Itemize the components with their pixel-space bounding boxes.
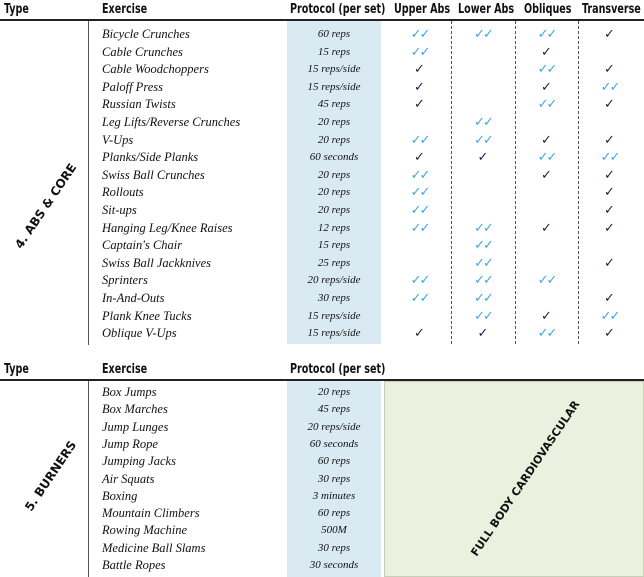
protocol-value: 30 reps bbox=[317, 472, 351, 485]
table-row bbox=[0, 255, 644, 273]
protocol-value: 30 reps bbox=[317, 541, 351, 554]
table-row bbox=[0, 79, 644, 97]
header-type: Type bbox=[4, 2, 29, 17]
table-row bbox=[0, 325, 644, 343]
protocol-value: 60 reps bbox=[317, 455, 351, 468]
single-check-icon: ✓ bbox=[414, 150, 425, 166]
table-row bbox=[0, 167, 644, 185]
single-check-icon: ✓ bbox=[604, 220, 615, 236]
table-row bbox=[0, 184, 644, 202]
double-check-icon: ✓✓ bbox=[474, 255, 492, 271]
double-check-icon: ✓✓ bbox=[537, 97, 556, 113]
exercise-name: Oblique V-Ups bbox=[102, 326, 177, 341]
protocol-value: 20 reps/side bbox=[307, 420, 361, 433]
double-check-icon: ✓✓ bbox=[410, 167, 429, 183]
protocol-value: 20 reps/side bbox=[307, 274, 361, 287]
double-check-icon: ✓✓ bbox=[410, 273, 429, 289]
exercise-name: Battle Ropes bbox=[102, 558, 166, 572]
single-check-icon: ✓ bbox=[414, 326, 425, 342]
table-row bbox=[0, 26, 644, 44]
single-check-icon: ✓ bbox=[604, 255, 615, 271]
exercise-name: Mountain Climbers bbox=[102, 506, 200, 521]
single-check-icon: ✓ bbox=[541, 79, 552, 95]
single-check-icon: ✓ bbox=[604, 291, 615, 306]
header-lower-abs: Lower Abs bbox=[458, 2, 515, 17]
single-check-icon: ✓ bbox=[604, 132, 615, 148]
abs-type-label: 4. ABS & CORE bbox=[12, 160, 80, 252]
exercise-name: Plank Knee Tucks bbox=[102, 308, 192, 323]
double-check-icon: ✓✓ bbox=[474, 291, 492, 306]
protocol-value: 45 reps bbox=[317, 98, 351, 111]
exercise-name: Rowing Machine bbox=[102, 523, 188, 538]
protocol-value: 12 reps bbox=[317, 221, 351, 234]
double-check-icon: ✓✓ bbox=[410, 27, 429, 42]
double-check-icon: ✓✓ bbox=[410, 203, 429, 218]
double-check-icon: ✓✓ bbox=[410, 291, 429, 306]
double-check-icon: ✓✓ bbox=[474, 220, 492, 236]
protocol-value: 15 reps bbox=[317, 45, 351, 58]
exercise-name: Jump Lunges bbox=[102, 419, 169, 434]
double-check-icon: ✓✓ bbox=[600, 150, 619, 166]
header-transverse: Transverse bbox=[582, 2, 641, 17]
table-row bbox=[0, 540, 384, 558]
single-check-icon: ✓ bbox=[541, 220, 552, 236]
table-row bbox=[0, 557, 384, 575]
table-row bbox=[0, 522, 384, 540]
header-protocol: Protocol (per set) bbox=[290, 2, 386, 17]
burners-type-label: 5. BURNERS bbox=[22, 438, 80, 514]
protocol-value: 60 reps bbox=[317, 507, 351, 520]
protocol-value: 15 reps/side bbox=[307, 327, 361, 340]
double-check-icon: ✓✓ bbox=[474, 115, 492, 130]
burners-section bbox=[0, 360, 644, 577]
table-row bbox=[0, 436, 384, 454]
double-check-icon: ✓✓ bbox=[600, 79, 619, 95]
single-check-icon: ✓ bbox=[477, 150, 489, 166]
protocol-value: 60 seconds bbox=[309, 151, 359, 164]
table-row bbox=[0, 132, 644, 150]
table-row bbox=[0, 488, 384, 506]
cardio-target-label: FULL BODY CARDIOVASCULAR bbox=[468, 398, 583, 559]
table-row bbox=[0, 237, 644, 255]
protocol-value: 3 minutes bbox=[312, 489, 356, 502]
protocol-value: 20 reps bbox=[317, 204, 351, 216]
exercise-name: Rollouts bbox=[102, 185, 144, 200]
exercise-name: Paloff Press bbox=[102, 79, 163, 94]
exercise-name: Hanging Leg/Knee Raises bbox=[102, 220, 233, 235]
table-row bbox=[0, 272, 644, 290]
protocol-value: 20 reps bbox=[317, 186, 351, 199]
single-check-icon: ✓ bbox=[604, 326, 615, 342]
double-check-icon: ✓✓ bbox=[537, 273, 556, 289]
table-row bbox=[0, 149, 644, 167]
protocol-value: 20 reps bbox=[317, 116, 351, 128]
double-check-icon: ✓✓ bbox=[600, 308, 619, 324]
single-check-icon: ✓ bbox=[604, 62, 615, 78]
exercise-name: Sit-ups bbox=[102, 203, 137, 217]
table-row bbox=[0, 114, 644, 132]
single-check-icon: ✓ bbox=[604, 97, 615, 113]
exercise-name: Boxing bbox=[102, 488, 138, 503]
double-check-icon: ✓✓ bbox=[410, 44, 429, 60]
single-check-icon: ✓ bbox=[604, 167, 615, 183]
double-check-icon: ✓✓ bbox=[537, 27, 556, 42]
protocol-value: 20 reps bbox=[317, 168, 351, 181]
double-check-icon: ✓✓ bbox=[537, 62, 556, 78]
single-check-icon: ✓ bbox=[604, 185, 615, 201]
table-row bbox=[0, 61, 644, 79]
double-check-icon: ✓✓ bbox=[474, 308, 492, 324]
abs-header-row bbox=[0, 0, 644, 21]
header-type: Type bbox=[4, 362, 29, 377]
table-row bbox=[0, 419, 384, 437]
table-row bbox=[0, 384, 384, 402]
table-row bbox=[0, 308, 644, 326]
protocol-value: 20 reps bbox=[317, 386, 351, 398]
table-row bbox=[0, 505, 384, 523]
single-check-icon: ✓ bbox=[414, 62, 425, 78]
single-check-icon: ✓ bbox=[604, 203, 615, 218]
double-check-icon: ✓✓ bbox=[474, 238, 492, 254]
table-row bbox=[0, 401, 384, 419]
exercise-name: Sprinters bbox=[102, 273, 148, 288]
table-row bbox=[0, 96, 644, 114]
protocol-value: 25 reps bbox=[317, 256, 351, 269]
header-exercise: Exercise bbox=[102, 2, 148, 17]
table-row bbox=[0, 202, 644, 220]
cardio-target-box bbox=[384, 381, 644, 577]
protocol-value: 60 reps bbox=[317, 28, 351, 40]
single-check-icon: ✓ bbox=[604, 27, 615, 42]
protocol-value: 500M bbox=[321, 524, 347, 537]
exercise-name: In-And-Outs bbox=[102, 291, 165, 305]
exercise-name: Air Squats bbox=[102, 471, 155, 486]
protocol-value: 15 reps/side bbox=[307, 80, 361, 93]
table-row bbox=[0, 290, 644, 308]
exercise-name: V-Ups bbox=[102, 132, 134, 147]
exercise-name: Leg Lifts/Reverse Crunches bbox=[102, 115, 241, 129]
burners-header-row bbox=[0, 360, 644, 381]
header-obliques: Obliques bbox=[524, 2, 572, 17]
double-check-icon: ✓✓ bbox=[474, 273, 492, 289]
exercise-name: Cable Crunches bbox=[102, 44, 183, 59]
exercise-name: Box Marches bbox=[102, 402, 168, 417]
protocol-value: 15 reps bbox=[317, 239, 351, 252]
exercise-name: Medicine Ball Slams bbox=[102, 540, 206, 555]
single-check-icon: ✓ bbox=[414, 97, 425, 113]
double-check-icon: ✓✓ bbox=[410, 185, 429, 201]
double-check-icon: ✓✓ bbox=[474, 132, 492, 148]
exercise-name: Captain's Chair bbox=[102, 238, 183, 253]
table-row bbox=[0, 44, 644, 62]
single-check-icon: ✓ bbox=[541, 132, 552, 148]
protocol-value: 20 reps bbox=[317, 133, 351, 146]
single-check-icon: ✓ bbox=[541, 308, 552, 324]
double-check-icon: ✓✓ bbox=[537, 326, 556, 342]
protocol-value: 15 reps/side bbox=[307, 309, 361, 322]
exercise-name: Cable Woodchoppers bbox=[102, 62, 209, 77]
exercise-name: Jumping Jacks bbox=[102, 454, 176, 469]
single-check-icon: ✓ bbox=[541, 44, 552, 60]
exercise-name: Jump Rope bbox=[102, 436, 158, 451]
protocol-value: 30 seconds bbox=[309, 559, 359, 571]
table-row bbox=[0, 471, 384, 489]
double-check-icon: ✓✓ bbox=[410, 132, 429, 148]
table-row bbox=[0, 220, 644, 238]
exercise-name: Box Jumps bbox=[102, 385, 157, 399]
table-row bbox=[0, 453, 384, 471]
exercise-name: Bicycle Crunches bbox=[102, 27, 190, 41]
single-check-icon: ✓ bbox=[414, 79, 425, 95]
double-check-icon: ✓✓ bbox=[474, 27, 492, 42]
exercise-name: Planks/Side Planks bbox=[102, 150, 199, 165]
header-protocol: Protocol (per set) bbox=[290, 362, 386, 377]
protocol-value: 15 reps/side bbox=[307, 63, 361, 76]
double-check-icon: ✓✓ bbox=[537, 150, 556, 166]
exercise-name: Swiss Ball Crunches bbox=[102, 167, 205, 182]
protocol-value: 45 reps bbox=[317, 403, 351, 416]
protocol-value: 60 seconds bbox=[309, 437, 359, 450]
exercise-name: Swiss Ball Jackknives bbox=[102, 255, 211, 270]
protocol-value: 30 reps bbox=[317, 292, 351, 304]
header-exercise: Exercise bbox=[102, 362, 148, 377]
header-upper-abs: Upper Abs bbox=[394, 2, 451, 17]
single-check-icon: ✓ bbox=[477, 326, 489, 342]
single-check-icon: ✓ bbox=[541, 167, 552, 183]
exercise-name: Russian Twists bbox=[102, 97, 176, 112]
double-check-icon: ✓✓ bbox=[410, 220, 429, 236]
